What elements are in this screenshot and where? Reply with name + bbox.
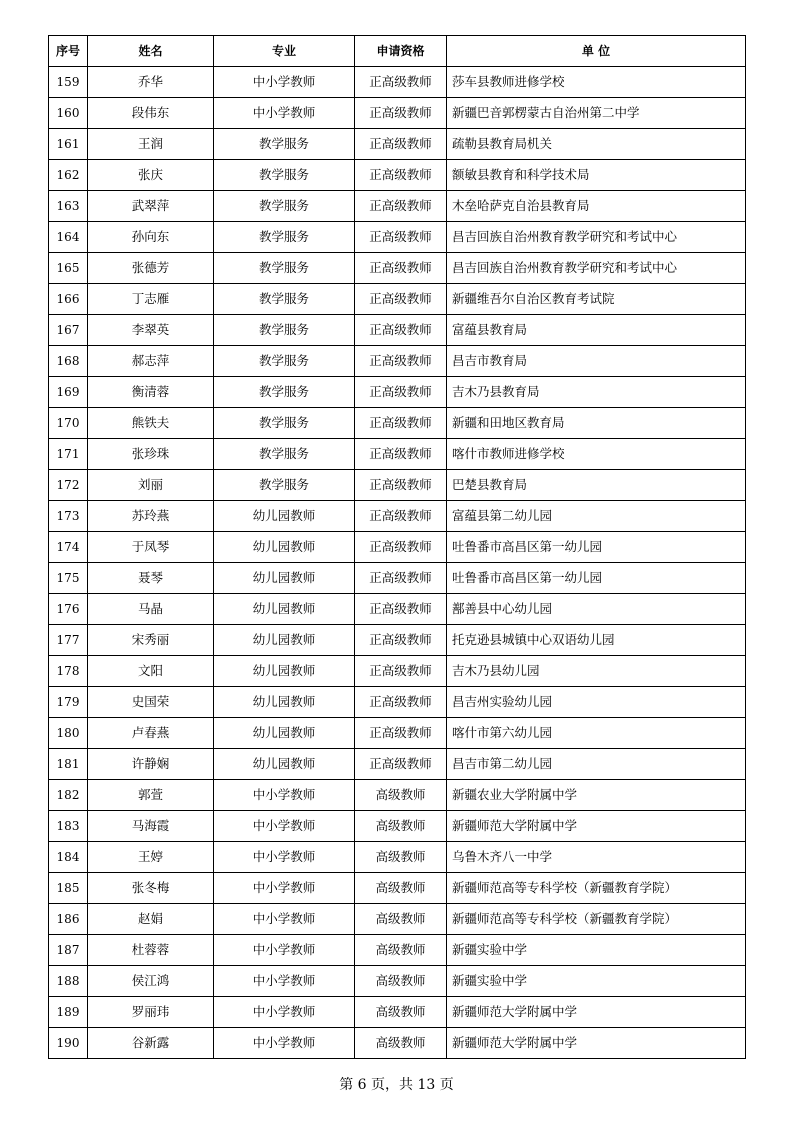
cell-major: 教学服务 <box>214 191 355 222</box>
cell-major: 教学服务 <box>214 377 355 408</box>
cell-name: 王润 <box>88 129 214 160</box>
cell-no: 166 <box>49 284 88 315</box>
cell-no: 162 <box>49 160 88 191</box>
cell-qualification: 高级教师 <box>355 935 447 966</box>
cell-qualification: 正高级教师 <box>355 656 447 687</box>
header-major: 专业 <box>214 36 355 67</box>
cell-name: 苏玲燕 <box>88 501 214 532</box>
table-row <box>49 439 746 470</box>
table-row <box>49 191 746 222</box>
header-no: 序号 <box>49 36 88 67</box>
cell-name: 赵娟 <box>88 904 214 935</box>
cell-no: 173 <box>49 501 88 532</box>
cell-unit: 昌吉回族自治州教育教学研究和考试中心 <box>447 222 746 253</box>
cell-unit: 吉木乃县幼儿园 <box>447 656 746 687</box>
cell-qualification: 正高级教师 <box>355 377 447 408</box>
table-row <box>49 222 746 253</box>
table-row <box>49 563 746 594</box>
table-row <box>49 718 746 749</box>
cell-qualification: 正高级教师 <box>355 98 447 129</box>
cell-major: 教学服务 <box>214 222 355 253</box>
cell-no: 160 <box>49 98 88 129</box>
cell-qualification: 高级教师 <box>355 1028 447 1059</box>
cell-no: 176 <box>49 594 88 625</box>
cell-major: 教学服务 <box>214 315 355 346</box>
cell-no: 159 <box>49 67 88 98</box>
cell-major: 中小学教师 <box>214 811 355 842</box>
cell-unit: 新疆师范高等专科学校（新疆教育学院） <box>447 873 746 904</box>
cell-qualification: 正高级教师 <box>355 222 447 253</box>
table-row <box>49 873 746 904</box>
cell-major: 教学服务 <box>214 408 355 439</box>
cell-qualification: 正高级教师 <box>355 501 447 532</box>
cell-unit: 富蕴县教育局 <box>447 315 746 346</box>
cell-unit: 巴楚县教育局 <box>447 470 746 501</box>
cell-no: 186 <box>49 904 88 935</box>
cell-name: 史国荣 <box>88 687 214 718</box>
table-row <box>49 160 746 191</box>
table-row <box>49 656 746 687</box>
cell-major: 中小学教师 <box>214 904 355 935</box>
table-row <box>49 129 746 160</box>
cell-qualification: 正高级教师 <box>355 687 447 718</box>
cell-unit: 富蕴县第二幼儿园 <box>447 501 746 532</box>
cell-no: 165 <box>49 253 88 284</box>
cell-major: 中小学教师 <box>214 780 355 811</box>
page-number: 第 6 页，共 13 页 <box>339 1077 454 1093</box>
cell-name: 郭萱 <box>88 780 214 811</box>
cell-unit: 新疆师范高等专科学校（新疆教育学院） <box>447 904 746 935</box>
cell-qualification: 正高级教师 <box>355 284 447 315</box>
cell-unit: 新疆农业大学附属中学 <box>447 780 746 811</box>
cell-major: 幼儿园教师 <box>214 594 355 625</box>
cell-unit: 昌吉回族自治州教育教学研究和考试中心 <box>447 253 746 284</box>
table-row <box>49 780 746 811</box>
table-row <box>49 966 746 997</box>
cell-name: 文阳 <box>88 656 214 687</box>
cell-name: 侯江鸿 <box>88 966 214 997</box>
cell-no: 169 <box>49 377 88 408</box>
cell-unit: 额敏县教育和科学技术局 <box>447 160 746 191</box>
cell-unit: 昌吉州实验幼儿园 <box>447 687 746 718</box>
cell-no: 168 <box>49 346 88 377</box>
cell-name: 聂琴 <box>88 563 214 594</box>
cell-major: 教学服务 <box>214 284 355 315</box>
header-row <box>49 36 746 67</box>
cell-no: 184 <box>49 842 88 873</box>
cell-name: 郝志萍 <box>88 346 214 377</box>
cell-name: 马晶 <box>88 594 214 625</box>
cell-no: 179 <box>49 687 88 718</box>
cell-name: 熊铁夫 <box>88 408 214 439</box>
cell-no: 174 <box>49 532 88 563</box>
cell-name: 谷新露 <box>88 1028 214 1059</box>
header-name: 姓名 <box>88 36 214 67</box>
header-unit: 单 位 <box>447 36 746 67</box>
cell-no: 178 <box>49 656 88 687</box>
table-row <box>49 625 746 656</box>
cell-qualification: 正高级教师 <box>355 532 447 563</box>
cell-unit: 昌吉市第二幼儿园 <box>447 749 746 780</box>
cell-unit: 鄯善县中心幼儿园 <box>447 594 746 625</box>
cell-unit: 吉木乃县教育局 <box>447 377 746 408</box>
cell-qualification: 正高级教师 <box>355 160 447 191</box>
cell-no: 183 <box>49 811 88 842</box>
cell-no: 187 <box>49 935 88 966</box>
table-row <box>49 470 746 501</box>
table-row <box>49 532 746 563</box>
cell-unit: 昌吉市教育局 <box>447 346 746 377</box>
cell-qualification: 高级教师 <box>355 997 447 1028</box>
cell-major: 幼儿园教师 <box>214 501 355 532</box>
cell-major: 教学服务 <box>214 253 355 284</box>
cell-major: 教学服务 <box>214 439 355 470</box>
table-row <box>49 315 746 346</box>
cell-major: 幼儿园教师 <box>214 718 355 749</box>
cell-qualification: 正高级教师 <box>355 718 447 749</box>
cell-major: 中小学教师 <box>214 842 355 873</box>
cell-unit: 莎车县教师进修学校 <box>447 67 746 98</box>
table-row <box>49 935 746 966</box>
cell-major: 教学服务 <box>214 160 355 191</box>
table-body <box>49 67 746 1059</box>
cell-major: 中小学教师 <box>214 1028 355 1059</box>
cell-qualification: 正高级教师 <box>355 594 447 625</box>
cell-qualification: 正高级教师 <box>355 470 447 501</box>
cell-qualification: 高级教师 <box>355 873 447 904</box>
cell-qualification: 高级教师 <box>355 966 447 997</box>
cell-name: 马海霞 <box>88 811 214 842</box>
cell-name: 丁志雁 <box>88 284 214 315</box>
cell-qualification: 正高级教师 <box>355 67 447 98</box>
cell-no: 177 <box>49 625 88 656</box>
table-row <box>49 346 746 377</box>
cell-major: 教学服务 <box>214 346 355 377</box>
cell-no: 189 <box>49 997 88 1028</box>
cell-unit: 新疆实验中学 <box>447 966 746 997</box>
cell-name: 武翠萍 <box>88 191 214 222</box>
cell-name: 卢春燕 <box>88 718 214 749</box>
cell-unit: 新疆实验中学 <box>447 935 746 966</box>
table-row <box>49 408 746 439</box>
cell-name: 衡清蓉 <box>88 377 214 408</box>
cell-qualification: 正高级教师 <box>355 749 447 780</box>
cell-no: 167 <box>49 315 88 346</box>
table-row <box>49 67 746 98</box>
cell-name: 李翠英 <box>88 315 214 346</box>
cell-name: 张冬梅 <box>88 873 214 904</box>
cell-qualification: 正高级教师 <box>355 625 447 656</box>
cell-major: 中小学教师 <box>214 67 355 98</box>
cell-name: 张德芳 <box>88 253 214 284</box>
cell-no: 172 <box>49 470 88 501</box>
cell-major: 教学服务 <box>214 470 355 501</box>
table-row <box>49 687 746 718</box>
table-row <box>49 842 746 873</box>
cell-unit: 新疆师范大学附属中学 <box>447 1028 746 1059</box>
cell-major: 幼儿园教师 <box>214 656 355 687</box>
cell-major: 中小学教师 <box>214 997 355 1028</box>
cell-qualification: 正高级教师 <box>355 563 447 594</box>
cell-no: 170 <box>49 408 88 439</box>
cell-major: 幼儿园教师 <box>214 687 355 718</box>
cell-qualification: 正高级教师 <box>355 129 447 160</box>
cell-major: 中小学教师 <box>214 98 355 129</box>
cell-major: 中小学教师 <box>214 873 355 904</box>
cell-no: 175 <box>49 563 88 594</box>
cell-major: 幼儿园教师 <box>214 563 355 594</box>
table-row <box>49 98 746 129</box>
cell-unit: 新疆和田地区教育局 <box>447 408 746 439</box>
table-row <box>49 997 746 1028</box>
table-row <box>49 749 746 780</box>
cell-unit: 新疆巴音郭楞蒙古自治州第二中学 <box>447 98 746 129</box>
table-row <box>49 594 746 625</box>
table-row <box>49 377 746 408</box>
table-row <box>49 284 746 315</box>
cell-name: 孙向东 <box>88 222 214 253</box>
cell-name: 于凤琴 <box>88 532 214 563</box>
cell-unit: 托克逊县城镇中心双语幼儿园 <box>447 625 746 656</box>
cell-major: 幼儿园教师 <box>214 532 355 563</box>
cell-no: 185 <box>49 873 88 904</box>
cell-qualification: 高级教师 <box>355 842 447 873</box>
cell-no: 163 <box>49 191 88 222</box>
table-row <box>49 501 746 532</box>
cell-unit: 吐鲁番市高昌区第一幼儿园 <box>447 563 746 594</box>
cell-unit: 新疆师范大学附属中学 <box>447 811 746 842</box>
cell-unit: 疏勒县教育局机关 <box>447 129 746 160</box>
cell-qualification: 正高级教师 <box>355 439 447 470</box>
table-row <box>49 904 746 935</box>
cell-name: 乔华 <box>88 67 214 98</box>
cell-qualification: 正高级教师 <box>355 253 447 284</box>
cell-qualification: 正高级教师 <box>355 191 447 222</box>
cell-no: 164 <box>49 222 88 253</box>
cell-no: 171 <box>49 439 88 470</box>
cell-no: 182 <box>49 780 88 811</box>
table-row <box>49 811 746 842</box>
cell-name: 罗丽玮 <box>88 997 214 1028</box>
cell-unit: 新疆维吾尔自治区教育考试院 <box>447 284 746 315</box>
cell-name: 张珍珠 <box>88 439 214 470</box>
cell-major: 幼儿园教师 <box>214 625 355 656</box>
cell-major: 中小学教师 <box>214 966 355 997</box>
cell-qualification: 高级教师 <box>355 780 447 811</box>
cell-no: 180 <box>49 718 88 749</box>
cell-no: 161 <box>49 129 88 160</box>
cell-unit: 新疆师范大学附属中学 <box>447 997 746 1028</box>
cell-name: 许静娴 <box>88 749 214 780</box>
cell-major: 教学服务 <box>214 129 355 160</box>
cell-no: 181 <box>49 749 88 780</box>
cell-no: 190 <box>49 1028 88 1059</box>
cell-qualification: 正高级教师 <box>355 346 447 377</box>
cell-no: 188 <box>49 966 88 997</box>
cell-unit: 喀什市第六幼儿园 <box>447 718 746 749</box>
cell-unit: 乌鲁木齐八一中学 <box>447 842 746 873</box>
cell-major: 幼儿园教师 <box>214 749 355 780</box>
cell-unit: 吐鲁番市高昌区第一幼儿园 <box>447 532 746 563</box>
cell-qualification: 正高级教师 <box>355 408 447 439</box>
cell-name: 杜蓉蓉 <box>88 935 214 966</box>
table-row <box>49 253 746 284</box>
cell-qualification: 高级教师 <box>355 811 447 842</box>
cell-name: 王婷 <box>88 842 214 873</box>
cell-name: 宋秀丽 <box>88 625 214 656</box>
cell-unit: 喀什市教师进修学校 <box>447 439 746 470</box>
cell-name: 张庆 <box>88 160 214 191</box>
table-row <box>49 1028 746 1059</box>
roster-table <box>48 35 746 1059</box>
cell-name: 刘丽 <box>88 470 214 501</box>
cell-name: 段伟东 <box>88 98 214 129</box>
header-qualification: 申请资格 <box>355 36 447 67</box>
cell-qualification: 高级教师 <box>355 904 447 935</box>
cell-unit: 木垒哈萨克自治县教育局 <box>447 191 746 222</box>
cell-qualification: 正高级教师 <box>355 315 447 346</box>
cell-major: 中小学教师 <box>214 935 355 966</box>
